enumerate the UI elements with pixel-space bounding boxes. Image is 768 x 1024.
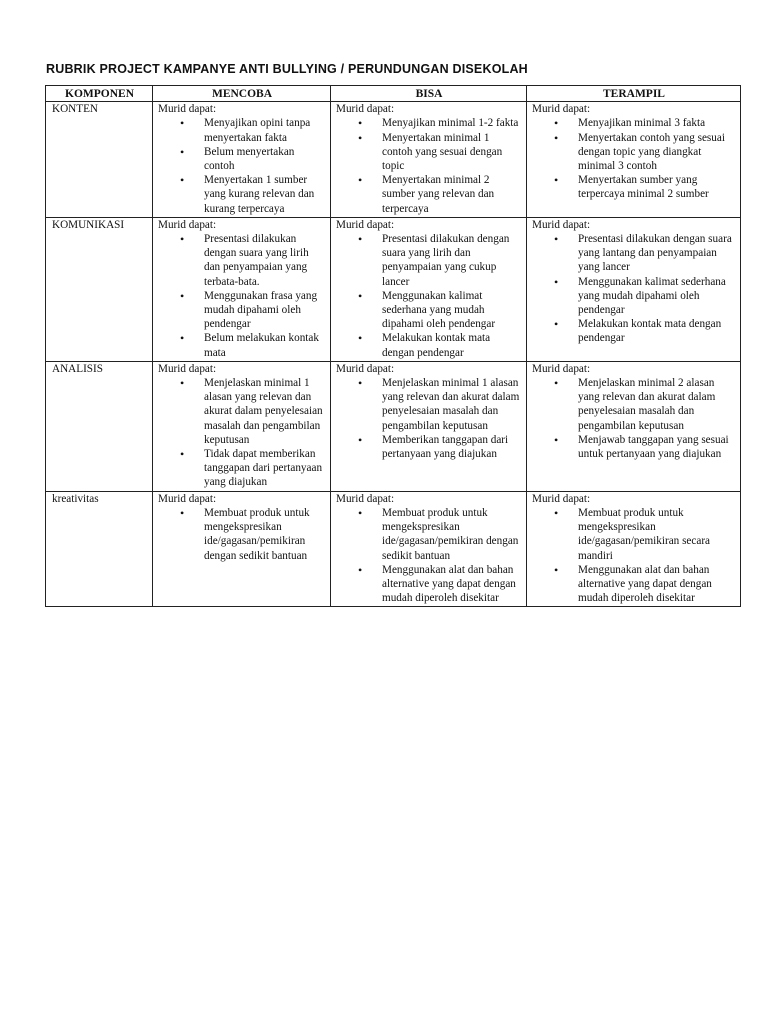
criteria-item: • Menyajikan minimal 1-2 fakta bbox=[382, 116, 522, 130]
criteria-item: • Melakukan kontak mata dengan pendengar bbox=[382, 331, 522, 359]
criteria-intro: Murid dapat: bbox=[336, 218, 395, 231]
page-title: RUBRIK PROJECT KAMPANYE ANTI BULLYING / PERUNDUNGAN DISEKOLAH bbox=[46, 62, 528, 76]
criteria-cell-bisa bbox=[331, 361, 527, 491]
criteria-intro: Murid dapat: bbox=[158, 492, 217, 505]
criteria-intro: Murid dapat: bbox=[336, 103, 395, 116]
criteria-item: • Menyertakan contoh yang sesuai dengan topic yang diangkat minimal 3 contoh bbox=[578, 131, 736, 174]
criteria-intro: Murid dapat: bbox=[158, 218, 217, 231]
criteria-item: • Presentasi dilakukan dengan suara yang lantang dan penyampaian yang lancer bbox=[578, 232, 736, 275]
criteria-item: • Menggunakan kalimat sederhana yang mudah dipahami oleh pendengar bbox=[382, 289, 522, 332]
criteria-item: • Menyertakan 1 sumber yang kurang relevan dan kurang terpercaya bbox=[204, 173, 326, 216]
criteria-cell-bisa bbox=[331, 102, 527, 218]
criteria-item: • Belum melakukan kontak mata bbox=[204, 331, 326, 359]
criteria-intro: Murid dapat: bbox=[158, 103, 217, 116]
criteria-list bbox=[532, 376, 736, 461]
criteria-item: • Menjelaskan minimal 1 alasan yang relevan dan akurat dalam penyelesaian masalah dan pengambilan keputusan bbox=[382, 376, 522, 433]
header-komponen: KOMPONEN bbox=[46, 86, 153, 102]
criteria-intro: Murid dapat: bbox=[336, 362, 395, 375]
criteria-list bbox=[336, 116, 522, 215]
component-cell: ANALISIS bbox=[46, 361, 153, 491]
criteria-item: • Membuat produk untuk mengekspresikan ide/gagasan/pemikiran secara mandiri bbox=[578, 506, 736, 563]
component-cell: KOMUNIKASI bbox=[46, 217, 153, 361]
criteria-item: • Menggunakan alat dan bahan alternative yang dapat dengan mudah diperoleh disekitar bbox=[578, 563, 736, 606]
criteria-item: • Membuat produk untuk mengekspresikan ide/gagasan/pemikiran dengan sedikit bantuan bbox=[382, 506, 522, 563]
criteria-intro: Murid dapat: bbox=[336, 492, 395, 505]
criteria-list bbox=[532, 232, 736, 346]
criteria-intro: Murid dapat: bbox=[532, 362, 591, 375]
table-row bbox=[46, 491, 741, 607]
criteria-list bbox=[158, 116, 326, 215]
criteria-item: • Menggunakan kalimat sederhana yang mudah dipahami oleh pendengar bbox=[578, 275, 736, 318]
criteria-item: • Menyajikan opini tanpa menyertakan fakta bbox=[204, 116, 326, 144]
criteria-item: • Memberikan tanggapan dari pertanyaan yang diajukan bbox=[382, 433, 522, 461]
criteria-intro: Murid dapat: bbox=[158, 362, 217, 375]
criteria-cell-mencoba bbox=[153, 217, 331, 361]
table-row bbox=[46, 217, 741, 361]
criteria-list bbox=[158, 506, 326, 563]
criteria-cell-terampil bbox=[527, 491, 741, 607]
criteria-cell-bisa bbox=[331, 217, 527, 361]
component-cell: kreativitas bbox=[46, 491, 153, 607]
rubric-body bbox=[46, 102, 741, 607]
table-row bbox=[46, 102, 741, 218]
criteria-item: • Melakukan kontak mata dengan pendengar bbox=[578, 317, 736, 345]
criteria-item: • Belum menyertakan contoh bbox=[204, 145, 326, 173]
criteria-list bbox=[158, 376, 326, 490]
header-mencoba: MENCOBA bbox=[153, 86, 331, 102]
criteria-list bbox=[532, 116, 736, 201]
criteria-item: • Menyertakan sumber yang terpercaya minimal 2 sumber bbox=[578, 173, 736, 201]
criteria-intro: Murid dapat: bbox=[532, 492, 591, 505]
criteria-cell-mencoba bbox=[153, 361, 331, 491]
criteria-item: • Presentasi dilakukan dengan suara yang lirih dan penyampaian yang terbata-bata. bbox=[204, 232, 326, 289]
criteria-cell-terampil bbox=[527, 361, 741, 491]
table-row bbox=[46, 361, 741, 491]
criteria-item: • Menyertakan minimal 2 sumber yang relevan dan terpercaya bbox=[382, 173, 522, 216]
criteria-intro: Murid dapat: bbox=[532, 103, 591, 116]
criteria-cell-terampil bbox=[527, 217, 741, 361]
criteria-item: • Menyertakan minimal 1 contoh yang sesuai dengan topic bbox=[382, 131, 522, 174]
criteria-item: • Membuat produk untuk mengekspresikan ide/gagasan/pemikiran dengan sedikit bantuan bbox=[204, 506, 326, 563]
header-row bbox=[46, 86, 741, 102]
criteria-list bbox=[336, 506, 522, 605]
criteria-item: • Menjelaskan minimal 2 alasan yang relevan dan akurat dalam penyelesaian masalah dan pengambilan keputusan bbox=[578, 376, 736, 433]
rubric-table bbox=[45, 85, 741, 607]
header-bisa: BISA bbox=[331, 86, 527, 102]
criteria-list bbox=[336, 376, 522, 461]
criteria-item: • Menggunakan alat dan bahan alternative yang dapat dengan mudah diperoleh disekitar bbox=[382, 563, 522, 606]
criteria-intro: Murid dapat: bbox=[532, 218, 591, 231]
criteria-item: • Menjelaskan minimal 1 alasan yang relevan dan akurat dalam penyelesaian masalah dan pengambilan keputusan bbox=[204, 376, 326, 447]
criteria-cell-bisa bbox=[331, 491, 527, 607]
criteria-item: • Presentasi dilakukan dengan suara yang lirih dan penyampaian yang cukup lancer bbox=[382, 232, 522, 289]
criteria-item: • Tidak dapat memberikan tanggapan dari pertanyaan yang diajukan bbox=[204, 447, 326, 490]
criteria-cell-mencoba bbox=[153, 102, 331, 218]
criteria-item: • Menggunakan frasa yang mudah dipahami oleh pendengar bbox=[204, 289, 326, 332]
criteria-item: • Menyajikan minimal 3 fakta bbox=[578, 116, 736, 130]
criteria-cell-terampil bbox=[527, 102, 741, 218]
criteria-cell-mencoba bbox=[153, 491, 331, 607]
criteria-list bbox=[158, 232, 326, 360]
criteria-item: • Menjawab tanggapan yang sesuai untuk pertanyaan yang diajukan bbox=[578, 433, 736, 461]
component-cell: KONTEN bbox=[46, 102, 153, 218]
criteria-list bbox=[336, 232, 522, 360]
criteria-list bbox=[532, 506, 736, 605]
header-terampil: TERAMPIL bbox=[527, 86, 741, 102]
